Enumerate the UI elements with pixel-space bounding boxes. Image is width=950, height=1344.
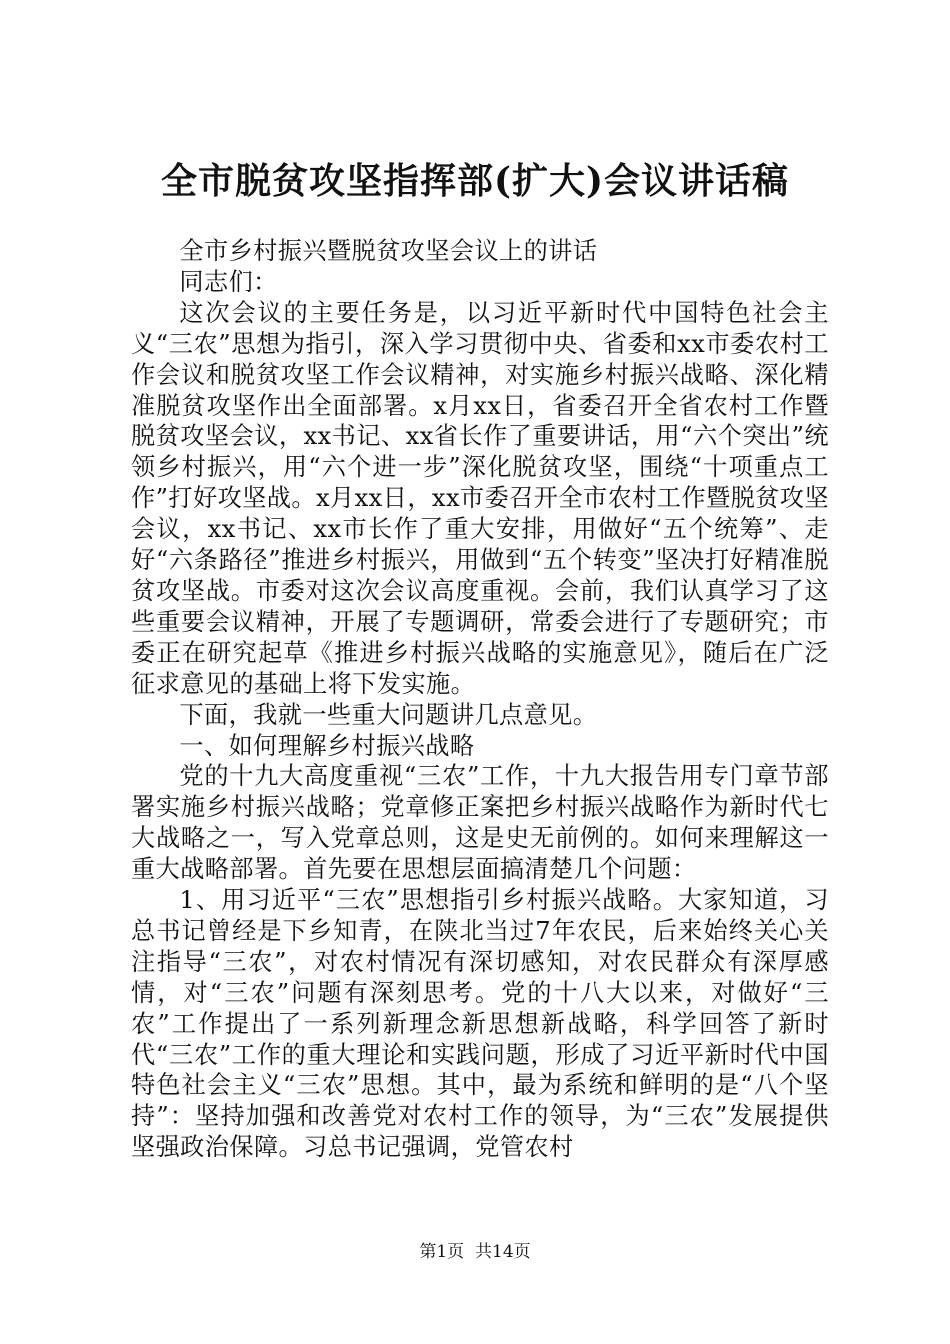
body-paragraph: 1、用习近平“三农”思想指引乡村振兴战略。大家知道，习总书记曾经是下乡知青，在陕北当过7年农民，后来始终关心关注指导“三农”，对农村情况有深切感知，对农民群众有深厚感情，对“三农”问题有深刻思考。党的十八大以来，对做好“三农”工作提出了一系列新理念新思想新战略，科学回答了新时代“三农”工作的重大理论和实践问题，形成了习近平新时代中国特色社会主义“三农”思想。其中，最为系统和鲜明的是“八个坚持”：坚持加强和改善党对农村工作的领导，为“三农”发展提供坚强政治保障。习总书记强调，党管农村	[131, 886, 829, 1162]
subtitle-paragraph: 全市乡村振兴暨脱贫攻坚会议上的讲话	[179, 237, 598, 265]
section-heading: 一、如何理解乡村振兴战略	[179, 731, 475, 760]
body-paragraph: 党的十九大高度重视“三农”工作，十九大报告用专门章节部署实施乡村振兴战略；党章修正案把乡村振兴战略作为新时代七大战略之一，写入党章总则，这是史无前例的。如何来理解这一重大战略部署。首先要在思想层面搞清楚几个问题：	[131, 762, 829, 884]
body-paragraph: 这次会议的主要任务是，以习近平新时代中国特色社会主义“三农”思想为指引，深入学习贯彻中央、省委和xx市委农村工作会议和脱贫攻坚工作会议精神，对实施乡村振兴战略、深化精准脱贫攻坚作出全面部署。x月xx日，省委召开全省农村工作暨脱贫攻坚会议，xx书记、xx省长作了重要讲话，用“六个突出”统领乡村振兴，用“六个进一步”深化脱贫攻坚，围绕“十项重点工作”打好攻坚战。x月xx日，xx市委召开全市农村工作暨脱贫攻坚会议，xx书记、xx市长作了重大安排，用做好“五个统筹”、走好“六条路径”推进乡村振兴，用做到“五个转变”坚决打好精准脱贫攻坚战。市委对这次会议高度重视。会前，我们认真学习了这些重要会议精神，开展了专题调研，常委会进行了专题研究；市委正在研究起草《推进乡村振兴战略的实施意见》，随后在广泛征求意见的基础上将下发实施。	[131, 298, 829, 698]
document-body	[131, 236, 829, 1163]
document-title: 全市脱贫攻坚指挥部(扩大)会议讲话稿	[160, 160, 790, 202]
body-paragraph: 下面，我就一些重大问题讲几点意见。	[179, 700, 598, 729]
page-footer	[0, 1240, 950, 1264]
footer-separator	[464, 1242, 475, 1262]
page-number: 第1页	[419, 1242, 465, 1262]
salutation-paragraph: 同志们：	[179, 267, 278, 296]
page-total: 共14页	[475, 1242, 531, 1262]
